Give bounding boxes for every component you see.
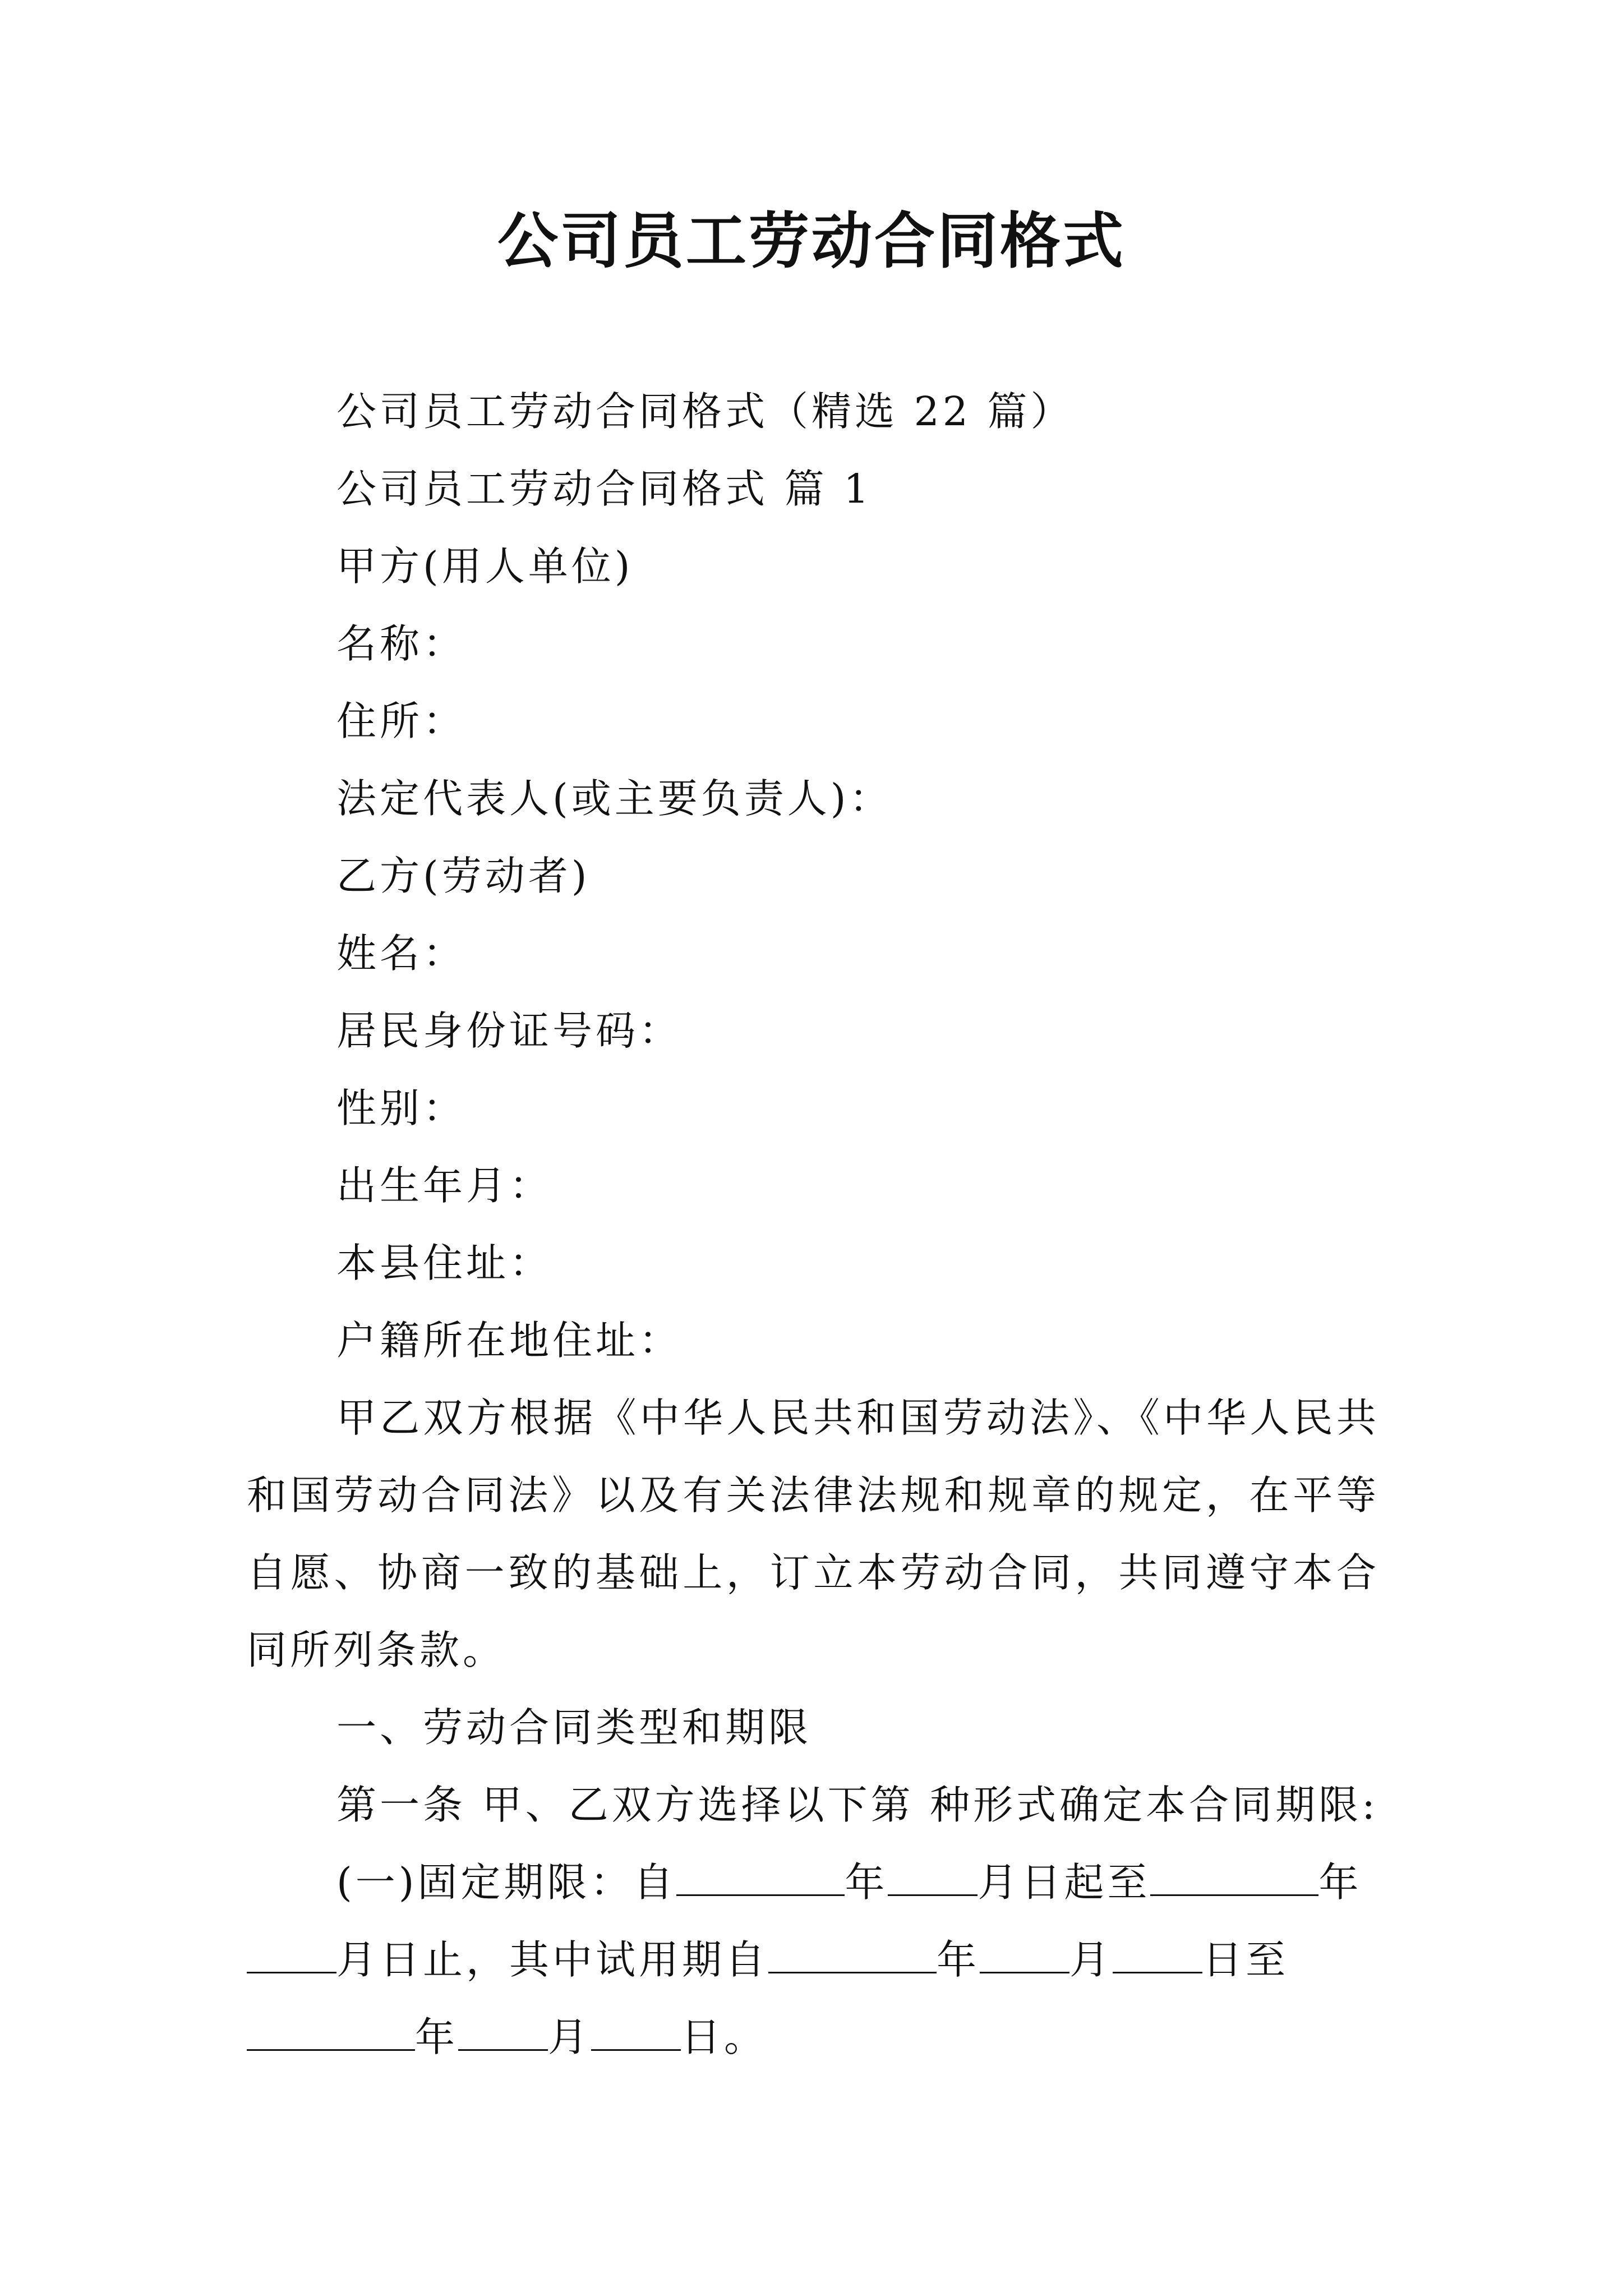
probation-start-day-blank — [1113, 1931, 1202, 1973]
party-a-name-field: 名称： — [336, 620, 467, 667]
year-label: 年 — [937, 1936, 980, 1983]
fixed-term-line-3 — [247, 1999, 1380, 2076]
fixed-term-prefix: (一)固定期限：自 — [336, 1859, 677, 1906]
chapter-one-heading: 一、劳动合同类型和期限 — [336, 1704, 812, 1751]
end-year-blank — [1150, 1854, 1318, 1896]
from-day-label: 日起至 — [1021, 1859, 1151, 1906]
fixed-term-line-1 — [247, 1844, 1380, 1921]
end-day-label: 日。 — [681, 2014, 768, 2060]
article-one: 第一条 甲、乙双方选择以下第 种形式确定本合同期限: — [336, 1782, 1379, 1828]
party-a-heading: 甲方(用人单位) — [336, 543, 634, 590]
document-body — [247, 373, 1380, 2076]
fixed-term-line-2 — [247, 1921, 1380, 1999]
probation-start-year-blank — [768, 1931, 937, 1973]
document-subtitle: 公司员工劳动合同格式（精选 22 篇） — [336, 388, 1074, 435]
year-label: 年 — [415, 2014, 459, 2060]
section-heading: 公司员工劳动合同格式 篇 1 — [336, 466, 873, 512]
month-label: 月 — [1069, 1936, 1113, 1983]
preamble-paragraph: 甲乙双方根据《中华人民共和国劳动法》、《中华人民共和国劳动合同法》以及有关法律法规和规章的规定，在平等自愿、协商一致的基础上，订立本劳动合同，共同遵守本合同所列条款。 — [247, 1395, 1380, 1673]
month-label: 月 — [978, 1859, 1021, 1906]
end-month-blank — [247, 1931, 336, 1973]
probation-end-year-blank — [247, 2009, 415, 2051]
party-b-name-field: 姓名： — [336, 930, 467, 977]
probation-end-day-blank — [591, 2009, 681, 2051]
party-a-address-field: 住所： — [336, 698, 467, 744]
party-b-local-address-field: 本县住址： — [336, 1240, 553, 1286]
until-day-label: 日止，其中试用期自 — [380, 1936, 769, 1983]
start-year-blank — [676, 1854, 845, 1896]
day-label: 日至 — [1202, 1936, 1289, 1983]
party-a-representative-field: 法定代表人(或主要负责人)： — [336, 775, 893, 822]
party-b-household-address-field: 户籍所在地住址： — [336, 1317, 683, 1364]
party-b-birth-field: 出生年月： — [336, 1162, 553, 1209]
year-label: 年 — [845, 1859, 888, 1906]
year-label: 年 — [1318, 1859, 1362, 1906]
month-label: 月 — [336, 1936, 380, 1983]
start-month-blank — [888, 1854, 978, 1896]
document-title: 公司员工劳动合同格式 — [497, 206, 1126, 277]
probation-end-month-blank — [458, 2009, 548, 2051]
party-b-gender-field: 性别： — [336, 1085, 467, 1131]
probation-start-month-blank — [980, 1931, 1069, 1973]
month-label: 月 — [548, 2014, 592, 2060]
party-b-heading: 乙方(劳动者) — [336, 853, 591, 899]
party-b-id-field: 居民身份证号码： — [336, 1007, 683, 1054]
